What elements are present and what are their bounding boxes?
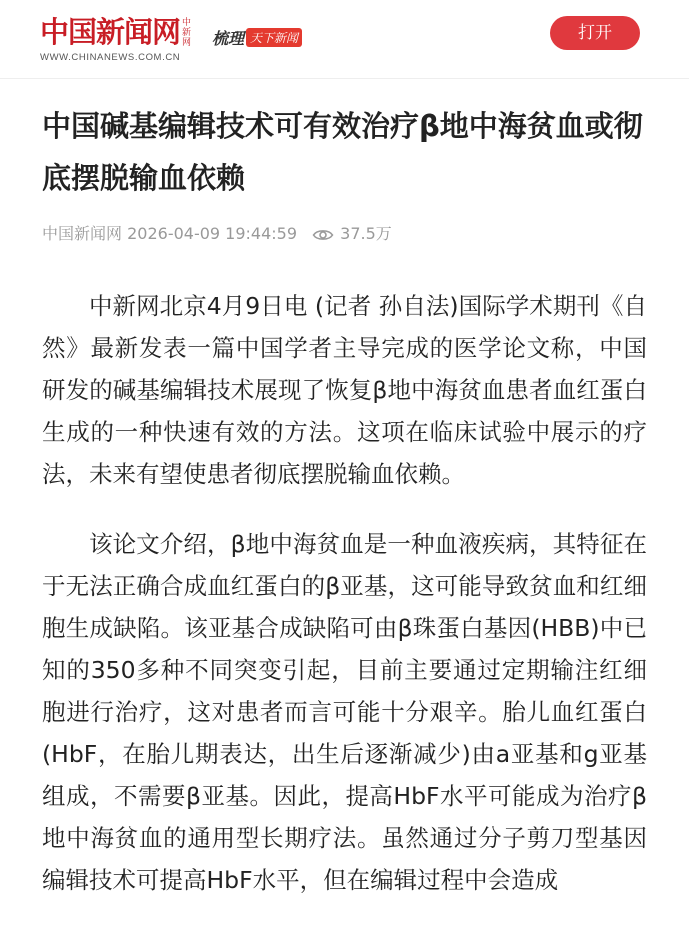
eye-icon bbox=[312, 225, 334, 251]
slogan-badge: 天下新闻 bbox=[246, 28, 302, 47]
logo-side-text: 中新网 bbox=[182, 18, 192, 48]
article-title: 中国碱基编辑技术可有效治疗β地中海贫血或彻底摆脱输血依赖 bbox=[42, 109, 643, 195]
top-bar bbox=[0, 0, 689, 79]
logo-text: 中国新闻网 bbox=[40, 15, 181, 49]
slogan bbox=[212, 26, 302, 48]
article-paragraph: 中新网北京4月9日电 (记者 孙自法)国际学术期刊《自然》最新发表一篇中国学者主导完成的医学论文称，中国研发的碱基编辑技术展现了恢复β地中海贫血患者血红蛋白生成的一种快速有效的方法。这项在临床试验中展示的疗法，未来有望使患者彻底摆脱输血依赖。 bbox=[42, 292, 647, 488]
article-meta bbox=[42, 221, 392, 247]
article-body bbox=[42, 285, 647, 929]
logo-url: WWW.CHINANEWS.COM.CN bbox=[40, 52, 181, 63]
chinanews-logo[interactable] bbox=[40, 12, 200, 68]
open-app-button[interactable]: 打开 bbox=[550, 16, 640, 50]
slogan-text: 梳理 bbox=[212, 29, 245, 48]
article-source: 中国新闻网 bbox=[42, 224, 123, 243]
article-datetime: 2026-04-09 19:44:59 bbox=[127, 224, 298, 243]
view-count: 37.5万 bbox=[340, 224, 392, 243]
article-paragraph: 该论文介绍，β地中海贫血是一种血液疾病，其特征在于无法正确合成血红蛋白的β亚基，这可能导致贫血和红细胞生成缺陷。该亚基合成缺陷可由β珠蛋白基因(HBB)中已知的350多种不同突变引起，目前主要通过定期输注红细胞进行治疗，这对患者而言可能十分艰辛。胎儿血红蛋白(HbF，在胎儿期表达，出生后逐渐减少)由a亚基和g亚基组成，不需要β亚基。因此，提高HbF水平可能成为治疗β地中海贫血的通用型长期疗法。虽然通过分子剪刀型基因编辑技术可提高HbF水平，但在编辑过程中会造成 bbox=[42, 530, 647, 894]
